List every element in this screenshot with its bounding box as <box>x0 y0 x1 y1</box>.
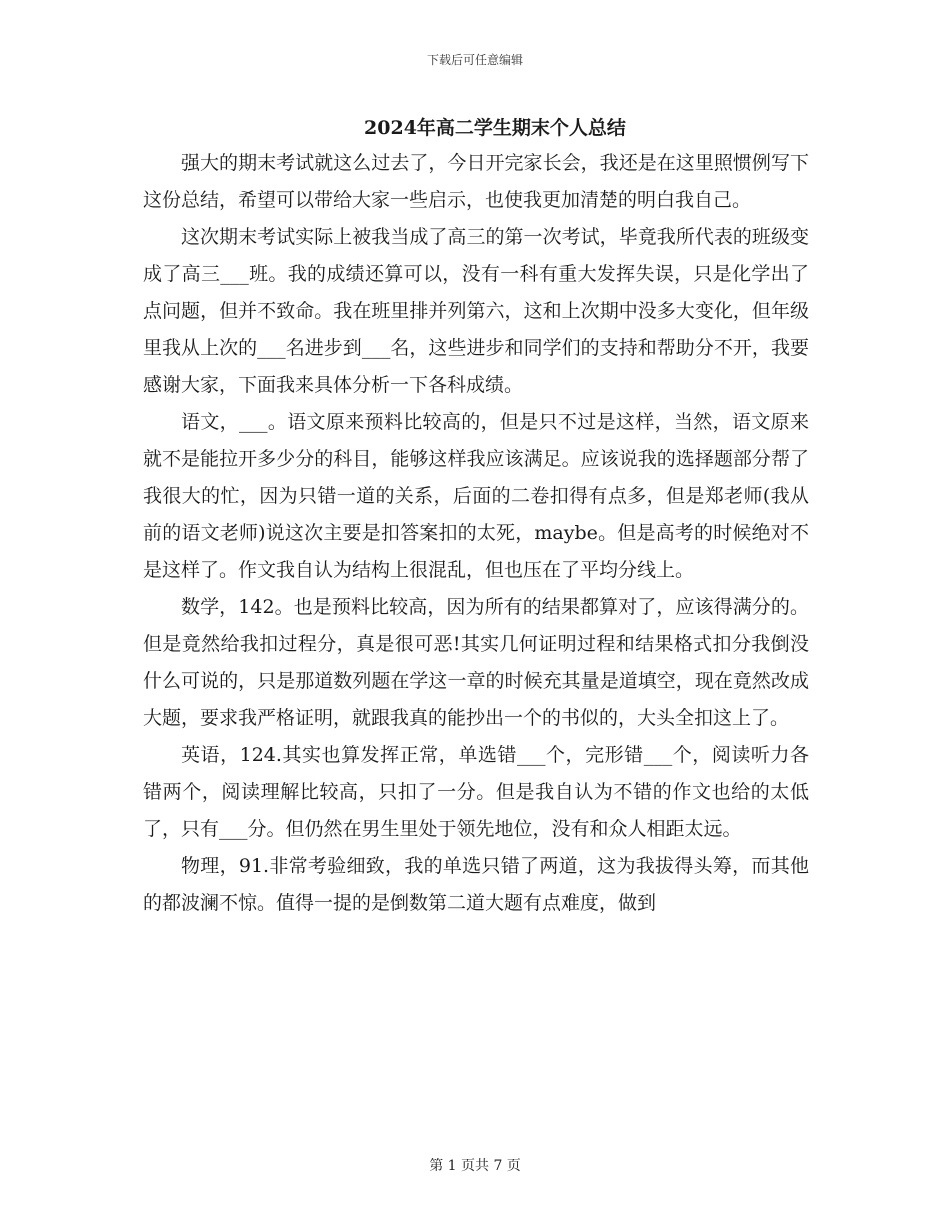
paragraph-physics: 物理，91.非常考验细致，我的单选只错了两道，这为我拔得头筹，而其他的都波澜不惊。值得一提的是倒数第二道大题有点难度，做到 <box>143 855 809 914</box>
document-title: 2024年高二学生期末个人总结 <box>364 117 626 139</box>
page-header-note: 下载后可任意编辑 <box>426 53 523 67</box>
paragraph-math: 数学，142。也是预料比较高，因为所有的结果都算对了，应该得满分的。但是竟然给我扣过程分，真是很可恶!其实几何证明过程和结果格式扣分我倒没什么可说的，只是那道数列题在学这一章的时候充其量是道填空，现在竟然改成大题，要求我严格证明，就跟我真的能抄出一个的书似的，大头全扣这上了。 <box>143 596 809 729</box>
paragraph-english: 英语，124.其实也算发挥正常，单选错___个，完形错___个，阅读听力各错两个，阅读理解比较高，只扣了一分。但是我自认为不错的作文也给的太低了，只有___分。但仍然在男生里处于领先地位，没有和众人相距太远。 <box>143 744 809 840</box>
page-number: 第 1 页共 7 页 <box>429 1158 521 1174</box>
paragraph-chinese: 语文，___。语文原来预料比较高的，但是只不过是这样，当然，语文原来就不是能拉开多少分的科目，能够这样我应该满足。应该说我的选择题部分帮了我很大的忙，因为只错一道的关系，后面的二卷扣得有点多，但是郑老师(我从前的语文老师)说这次主要是扣答案扣的太死，maybe。但是高考的时候绝对不是这样了。作文我自认为结构上很混乱，但也压在了平均分线上。 <box>143 411 809 581</box>
paragraph-overview: 这次期末考试实际上被我当成了高三的第一次考试，毕竟我所代表的班级变成了高三___班。我的成绩还算可以，没有一科有重大发挥失误，只是化学出了点问题，但并不致命。我在班里排并列第六，这和上次期中没多大变化，但年级里我从上次的___名进步到___名，这些进步和同学们的支持和帮助分不开，我要感谢大家，下面我来具体分析一下各科成绩。 <box>143 226 809 396</box>
paragraph-intro: 强大的期末考试就这么过去了，今日开完家长会，我还是在这里照惯例写下这份总结，希望可以带给大家一些启示，也使我更加清楚的明白我自己。 <box>143 152 809 211</box>
document-body <box>143 145 809 922</box>
